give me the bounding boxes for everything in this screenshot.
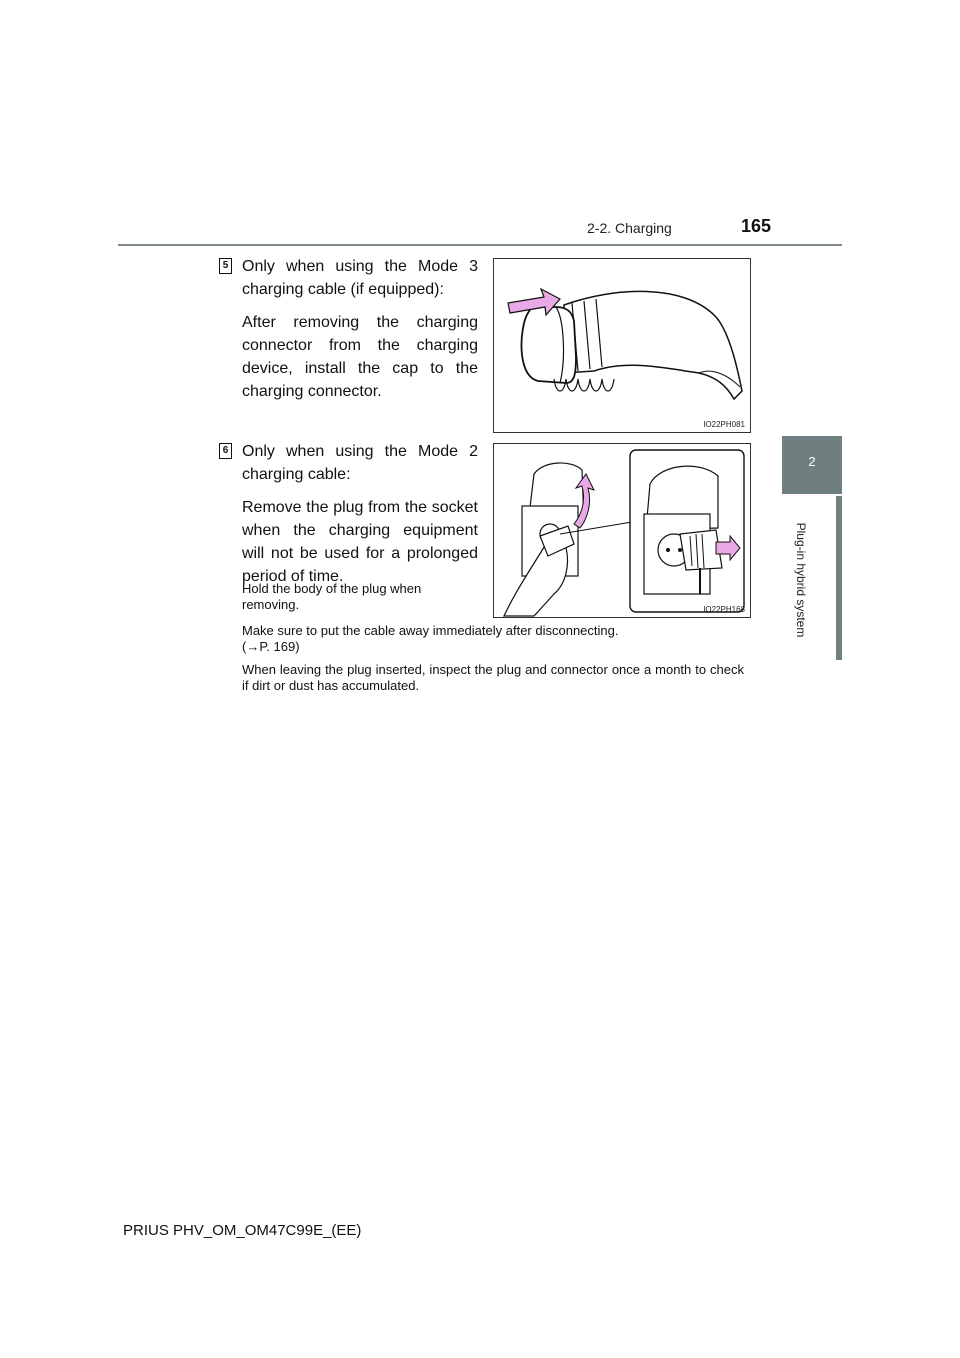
step-6-instruction: Remove the plug from the socket when the charging equipment will not be used for a prolonged period of time. xyxy=(242,499,478,585)
page-number: 165 xyxy=(741,216,772,236)
chapter-bar xyxy=(836,496,842,660)
put-away-line-1: Make sure to put the cable away immediately after disconnecting. xyxy=(242,623,619,638)
connector-cap-illustration xyxy=(494,259,750,432)
chapter-number: 2 xyxy=(808,454,816,469)
figure-code: IO22PH081 xyxy=(703,420,745,429)
put-away-line-2: (→P. 169) xyxy=(242,639,300,654)
put-away-note xyxy=(242,623,746,655)
step-6-note: Hold the body of the plug when removing. xyxy=(242,581,422,612)
figure-connector-cap xyxy=(493,258,751,433)
remove-plug-illustration xyxy=(494,444,750,617)
chapter-label-text: Plug-in hybrid system xyxy=(794,522,808,638)
figure-code: IO22PH168 xyxy=(703,605,745,614)
manual-id: PRIUS PHV_OM_OM47C99E_(EE) xyxy=(123,1222,362,1239)
step-6-text xyxy=(242,440,478,598)
step-number-5: 5 xyxy=(219,258,232,274)
section-title: 2-2. Charging xyxy=(587,220,672,236)
figure-remove-plug xyxy=(493,443,751,618)
inspect-note: When leaving the plug inserted, inspect the plug and connector once a month to check if dirt or dust has accumulated. xyxy=(242,662,744,693)
chapter-label xyxy=(793,508,809,652)
header-rule xyxy=(118,244,842,246)
step-number-6: 6 xyxy=(219,443,232,459)
step-5-condition: Only when using the Mode 3 charging cable (if equipped): xyxy=(242,258,478,298)
chapter-tab[interactable] xyxy=(782,436,842,494)
step-5-text xyxy=(242,255,478,413)
step-5-instruction: After removing the charging connector from the charging device, install the cap to the charging connector. xyxy=(242,314,478,400)
step-6-condition: Only when using the Mode 2 charging cable: xyxy=(242,443,478,483)
